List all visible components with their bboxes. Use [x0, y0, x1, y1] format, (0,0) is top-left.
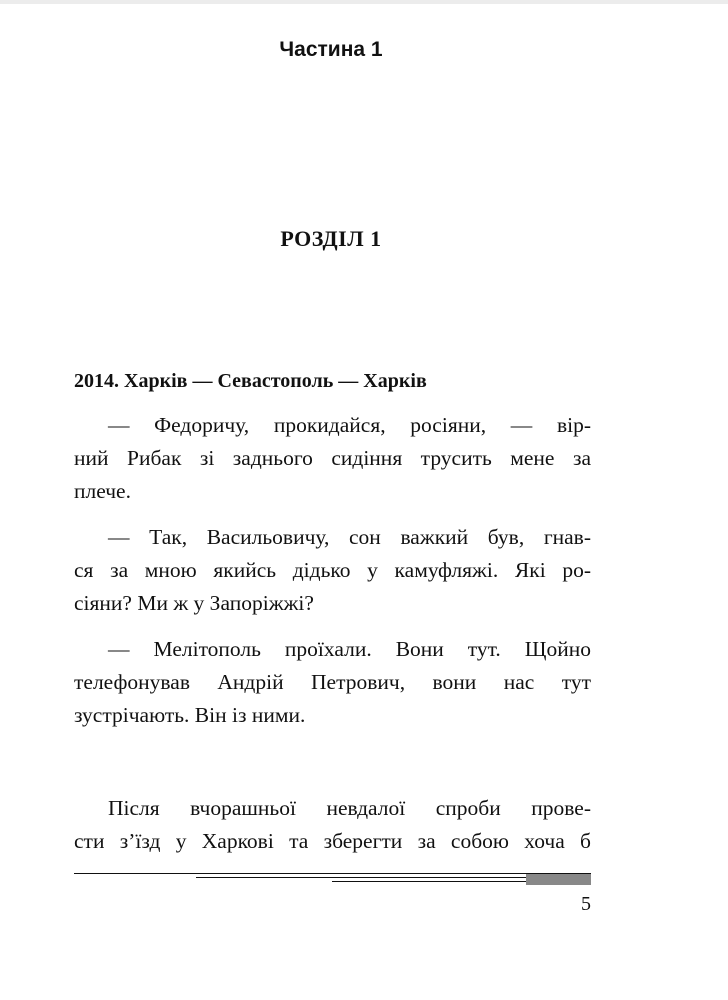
text-line: — Федоричу, прокидайся, росіяни, — вір-	[108, 413, 591, 437]
page-number: 5	[581, 893, 591, 915]
text-line: сіяни? Ми ж у Запоріжжі?	[74, 591, 314, 615]
text-line: сти з’їзд у Харкові та зберегти за собою хоча б	[74, 829, 591, 853]
text-line: плече.	[74, 479, 131, 503]
section-subtitle: 2014. Харків — Севастополь — Харків	[74, 370, 427, 392]
footer-rules	[74, 873, 591, 887]
text-line: ний Рибак зі заднього сидіння трусить мене за	[74, 446, 591, 470]
text-line: — Так, Васильовичу, сон важкий був, гнав-	[108, 525, 591, 549]
paragraph-4	[74, 792, 591, 858]
paragraph-1	[74, 409, 591, 508]
viewer-top-edge	[0, 0, 728, 4]
text-line: Після вчорашньої невдалої спроби прове-	[108, 796, 591, 820]
text-line: — Мелітополь проїхали. Вони тут. Щойно	[108, 637, 591, 661]
footer-rule	[74, 873, 591, 874]
chapter-title: РОЗДІЛ 1	[280, 226, 382, 251]
paragraph-2	[74, 521, 591, 620]
footer-rule-block	[526, 874, 591, 885]
text-line: ся за мною якийсь дідько у камуфляжі. Які ро-	[74, 558, 591, 582]
paragraph-3	[74, 633, 591, 732]
text-line: зустрічають. Він із ними.	[74, 703, 306, 727]
part-title: Частина 1	[279, 38, 383, 61]
text-line: телефонував Андрій Петрович, вони нас тут	[74, 670, 591, 694]
